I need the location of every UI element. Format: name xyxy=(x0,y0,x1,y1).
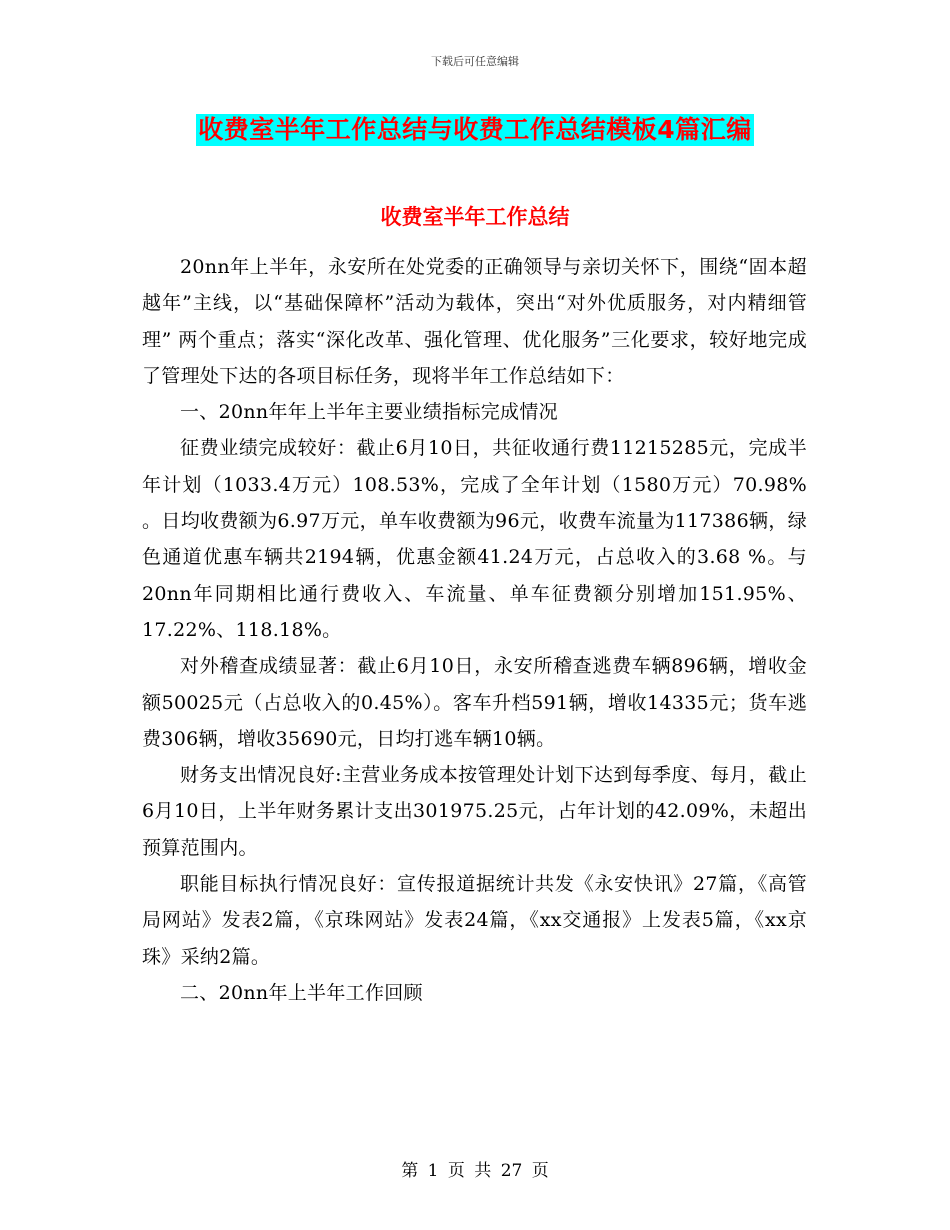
header-note: 下载后可任意编辑 xyxy=(431,55,519,68)
document-body xyxy=(142,249,807,1011)
paragraph-fee-collection: 征费业绩完成较好：截止6月10日，共征收通行费11215285元，完成半年计划（1033.4万元）108.53%，完成了全年计划（1580万元）70.98% 。日均收费额为6.97万元，单车收费额为96元，收费车流量为117386辆，绿色通道优惠车辆共2194辆，优惠金额41.24万元，占总收入的3.68 %。与20nn年同期相比通行费收入、车流量、单车征费额分别增加151.95%、17.22%、118.18%。 xyxy=(142,437,807,641)
paragraph-finance: 财务支出情况良好:主营业务成本按管理处计划下达到每季度、每月，截止6月10日，上半年财务累计支出301975.25元，占年计划的42.09%，未超出预算范围内。 xyxy=(142,764,807,859)
main-title-wrap xyxy=(0,114,950,146)
paragraph-intro: 20nn年上半年，永安所在处党委的正确领导与亲切关怀下，围绕“固本超越年”主线，以“基础保障杯”活动为载体，突出“对外优质服务，对内精细管理” 两个重点；落实“深化改革、强化管理、优化服务”三化要求，较好地完成了管理处下达的各项目标任务，现将半年工作总结如下： xyxy=(142,256,807,387)
paragraph-publicity: 职能目标执行情况良好：宣传报道据统计共发《永安快讯》27篇，《高管局网站》发表2篇，《京珠网站》发表24篇，《xx交通报》上发表5篇，《xx京珠》采纳2篇。 xyxy=(142,873,807,968)
page-number-footer: 第 1 页 共 27 页 xyxy=(401,1161,549,1181)
document-title: 收费室半年工作总结与收费工作总结模板4篇汇编 xyxy=(198,115,752,144)
paragraph-heading-1: 一、20nn年年上半年主要业绩指标完成情况 xyxy=(180,401,558,424)
section-title: 收费室半年工作总结 xyxy=(380,205,570,229)
paragraph-inspection: 对外稽查成绩显著：截止6月10日，永安所稽查逃费车辆896辆，增收金额50025元（占总收入的0.45%）。客车升档591辆，增收14335元；货车逃费306辆，增收35690元，日均打逃车辆10辆。 xyxy=(142,655,807,750)
paragraph-heading-2: 二、20nn年上半年工作回顾 xyxy=(180,981,423,1004)
